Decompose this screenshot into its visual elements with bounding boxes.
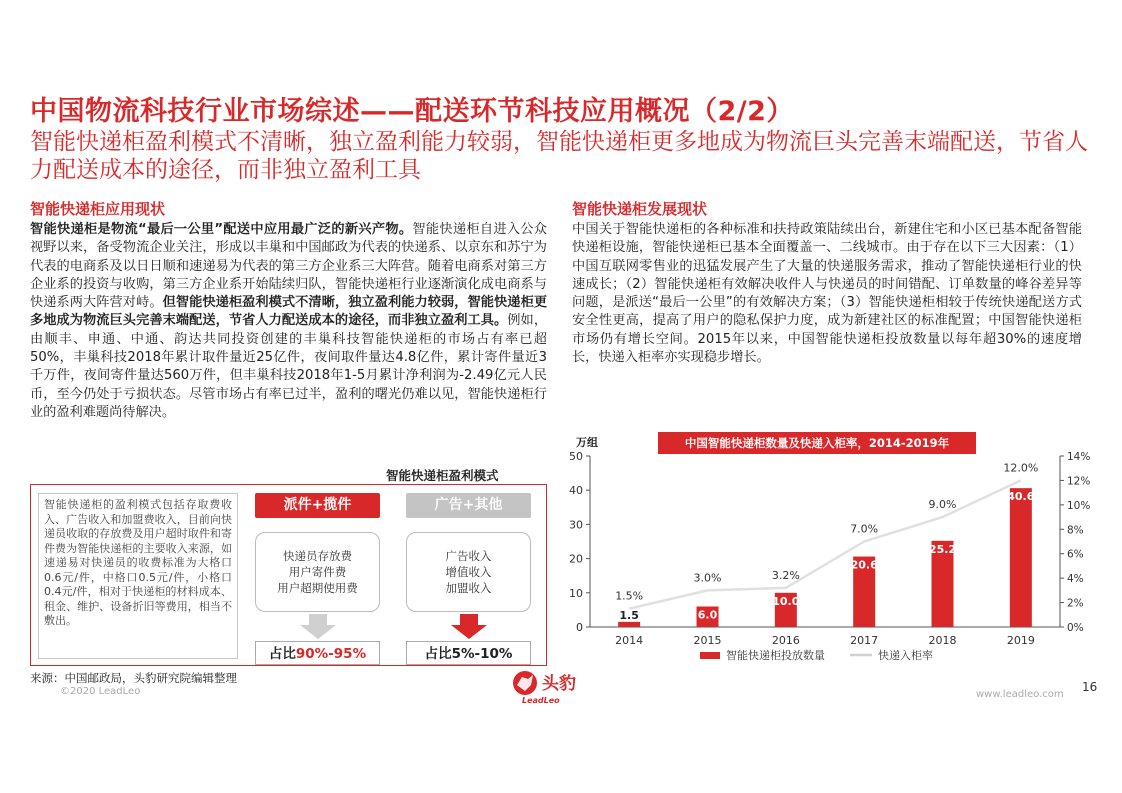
source-note: 来源：中国邮政局，头豹研究院编辑整理 xyxy=(30,671,237,685)
delivery-share xyxy=(255,641,380,665)
delivery-items xyxy=(255,532,380,612)
ads-share-prefix: 占比 xyxy=(424,646,452,662)
bar xyxy=(618,622,640,627)
page-subtitle: 智能快递柜盈利模式不清晰，独立盈利能力较弱，智能快递柜更多地成为物流巨头完善末端配送，节省人力配送成本的途径，而非独立盈利工具 xyxy=(30,129,1088,183)
chart xyxy=(560,430,1100,670)
delivery-share-prefix: 占比 xyxy=(268,646,296,662)
ads-column-head: 广告+其他 xyxy=(406,493,531,518)
p1-text: 智能快递柜自进入公众视野以来，备受物流企业关注，形成以丰巢和中国邮政为代表的快递系、以京东和苏宁为代表的电商系及以日日顺和速递易为代表的第三方企业系三大阵营。随着电商系对第三方企业系的投资与收购，第三方企业系开始陆续归队，智能快递柜行业逐渐演化成电商系与快递系两大阵营对峙。 xyxy=(30,222,547,311)
y-tick-label: 0 xyxy=(576,621,583,634)
delivery-column-head: 派件+揽件 xyxy=(255,493,380,518)
delivery-item: 用户寄件费 xyxy=(288,565,347,579)
p2-bold: 但智能快递柜盈利模式不清晰，独立盈利能力较弱，智能快递柜更多地成为物流巨头完善末端配送，节省人力配送成本的途径，而非独立盈利工具。 xyxy=(30,295,548,329)
copyright: ©2020 LeadLeo xyxy=(60,686,141,697)
right-section-body: 中国关于智能快递柜的各种标准和扶持政策陆续出台，新建住宅和小区已基本配备智能快递柜设施，智能快递柜已基本全面覆盖一、二线城市。由于存在以下三大因素：（1）中国互联网零售业的迅猛发展产生了大量的快递服务需求，推动了智能快递柜行业的快速成长；（2）智能快递柜有效解决收件人与快递员的时间错配、订单数量的峰谷差异等问题，是派送“最后一公里”的有效解决方案；（3）智能快递柜相较于传统快递配送方式安全性更高，提高了用户的隐私保护力度，成为新建社区的标准配置；中国智能快递柜市场仍有增长空间。2015年以来，中国智能快递柜投放数量以每年超30%的速度增长，快递入柜率亦实现稳步增长。 xyxy=(572,222,1082,366)
page-title: 中国物流科技行业市场综述——配送环节科技应用概况（2/2） xyxy=(30,96,794,127)
line-series xyxy=(629,480,1021,608)
x-tick-label: 2017 xyxy=(850,634,879,647)
p1-bold: 智能快递柜是物流“最后一公里”配送中应用最广泛的新兴产物。 xyxy=(30,222,413,237)
y2-tick-label: 6% xyxy=(1067,548,1084,561)
bar-data-label: 10.0 xyxy=(772,594,800,608)
bar-data-label: 20.6 xyxy=(850,558,878,572)
y-tick-label: 30 xyxy=(569,518,583,532)
ads-share xyxy=(406,641,531,665)
bar-data-label: 25.2 xyxy=(928,542,957,556)
y2-tick-label: 8% xyxy=(1067,524,1084,537)
leadleo-logo xyxy=(510,665,600,707)
delivery-item: 用户超期使用费 xyxy=(277,581,358,595)
legend-bar-swatch xyxy=(700,652,720,659)
ads-item: 增值收入 xyxy=(445,565,492,579)
y-tick-label: 10 xyxy=(569,586,583,600)
bar-data-label: 1.5 xyxy=(619,608,639,622)
ads-items xyxy=(406,532,531,612)
delivery-share-value: 90%-95% xyxy=(295,646,367,662)
x-tick-label: 2019 xyxy=(1006,634,1035,647)
legend-bar-label: 智能快递柜投放数量 xyxy=(726,649,825,662)
website: www.leadleo.com xyxy=(976,689,1064,700)
y-tick-label: 50 xyxy=(569,450,583,463)
delivery-item: 快递员存放费 xyxy=(283,549,352,563)
x-tick-label: 2016 xyxy=(771,634,800,647)
line-data-label: 9.0% xyxy=(928,498,957,512)
profit-model-note: 智能快递柜的盈利模式包括存取费收入、广告收入和加盟费收入，目前向快递员收取的存放费及用户超时取件和寄件费为智能快递柜的主要收入来源，如速递易对快递员的收费标准为大格口0.6元/件，中格口0.5元/件，小格口0.4元/件，相对于快递柜的材料成本、租金、维护、设备折旧等费用，相当不敷出。 xyxy=(38,493,238,659)
logo-en-text: LeadLeo xyxy=(522,696,560,705)
y2-tick-label: 14% xyxy=(1067,451,1091,463)
model-label: 智能快递柜盈利模式 xyxy=(386,468,499,483)
y-tick-label: 20 xyxy=(569,552,583,566)
y2-tick-label: 0% xyxy=(1067,622,1084,634)
logo-cn-text: 头豹 xyxy=(542,674,576,694)
legend-line-label: 快递入柜率 xyxy=(878,649,933,662)
left-section-heading: 智能快递柜应用现状 xyxy=(30,200,166,218)
line-data-label: 7.0% xyxy=(850,522,879,536)
x-tick-label: 2018 xyxy=(928,634,957,647)
x-tick-label: 2015 xyxy=(693,634,722,647)
ads-share-value: 5%-10% xyxy=(451,646,513,662)
bar xyxy=(1010,488,1032,627)
x-tick-label: 2014 xyxy=(615,634,644,647)
p2-text: 例如，由顺丰、申通、中通、韵达共同投资创建的丰巢科技智能快递柜的市场占有率已超50%，丰巢科技2018年累计取件量近25亿件，夜间取件量达4.8亿件，累计寄件量近3千万件，夜间寄件量达560万件，但丰巢科技2018年1-5月累计净利润为-2.49亿元人民币，至今仍处于亏损状态。尽管市场占有率已过半，盈利的曙光仍难以见，智能快递柜行业的盈利难题尚待解决。 xyxy=(30,313,548,420)
line-data-label: 3.2% xyxy=(771,568,800,582)
y2-tick-label: 10% xyxy=(1067,499,1091,512)
bar-data-label: 40.6 xyxy=(1007,490,1035,504)
down-arrow-red-icon xyxy=(449,614,489,640)
y-axis-label: 万组 xyxy=(576,436,598,449)
line-data-label: 12.0% xyxy=(1003,461,1039,475)
y2-tick-label: 12% xyxy=(1067,475,1091,488)
profit-column-ads xyxy=(406,493,531,612)
right-section-heading: 智能快递柜发展现状 xyxy=(572,200,708,218)
left-section-body xyxy=(30,221,547,422)
ads-item: 加盟收入 xyxy=(445,581,492,595)
y-tick-label: 40 xyxy=(569,484,583,498)
chart-title: 中国智能快递柜数量及快递入柜率，2014-2019年 xyxy=(658,432,976,454)
y2-tick-label: 4% xyxy=(1067,573,1084,586)
profit-column-delivery xyxy=(255,493,380,612)
down-arrow-grey-icon xyxy=(298,614,338,640)
bar-data-label: 6.0 xyxy=(697,608,718,622)
y2-tick-label: 2% xyxy=(1067,597,1084,610)
ads-item: 广告收入 xyxy=(445,549,492,563)
line-data-label: 1.5% xyxy=(615,589,644,603)
page-number: 16 xyxy=(1082,680,1098,694)
line-data-label: 3.0% xyxy=(693,571,722,585)
